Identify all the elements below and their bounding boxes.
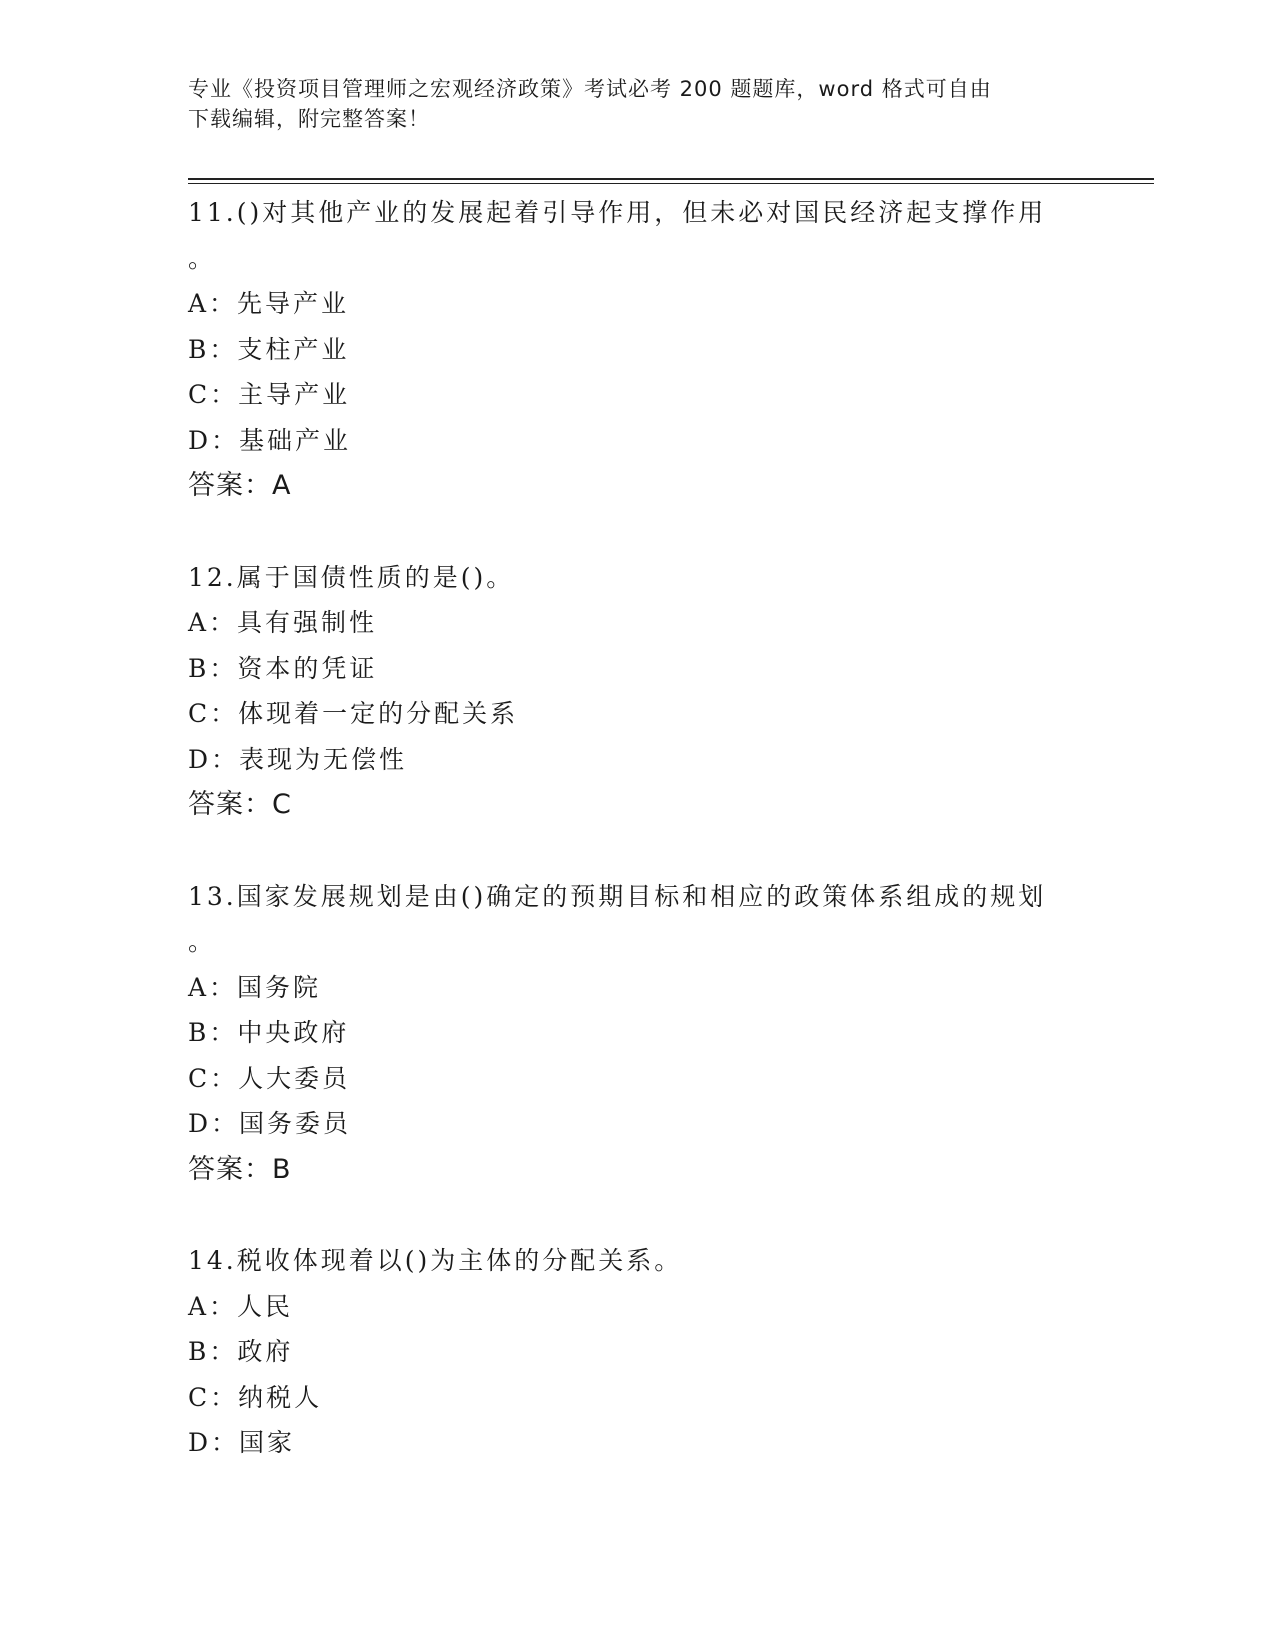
question-11	[188, 190, 1088, 509]
question-stem: 12.属于国债性质的是()。	[188, 562, 515, 592]
option-d: D：国务委员	[188, 1109, 352, 1138]
option-c: C：主导产业	[188, 380, 351, 409]
question-stem: 11.()对其他产业的发展起着引导作用，但未必对国民经济起支撑作用	[188, 198, 1047, 227]
question-stem: 14.税收体现着以()为主体的分配关系。	[188, 1246, 683, 1275]
option-c: C：人大委员	[188, 1063, 351, 1093]
option-c: C：纳税人	[188, 1382, 323, 1412]
answer: 答案：B	[188, 1153, 292, 1185]
question-stem-continuation: 。	[188, 243, 217, 273]
option-a: A：国务院	[188, 972, 322, 1002]
question-12	[188, 555, 1088, 828]
document-header	[188, 74, 1088, 134]
header-divider-thin	[188, 183, 1154, 184]
option-b: B：中央政府	[188, 1018, 350, 1047]
option-a: A：人民	[188, 1291, 294, 1321]
option-d: D：基础产业	[188, 425, 352, 455]
question-list	[188, 190, 1088, 1512]
question-13	[188, 874, 1088, 1193]
question-stem: 13.国家发展规划是由()确定的预期目标和相应的政策体系组成的规划	[188, 881, 1047, 911]
answer: 答案：C	[188, 789, 292, 820]
answer: 答案：A	[188, 470, 292, 501]
question-14	[188, 1238, 1088, 1466]
option-d: D：表现为无偿性	[188, 744, 408, 774]
header-line-2: 下载编辑，附完整答案！	[188, 107, 430, 131]
option-b: B：支柱产业	[188, 334, 350, 364]
option-b: B：政府	[188, 1337, 294, 1366]
option-a: A：先导产业	[188, 289, 350, 318]
option-c: C：体现着一定的分配关系	[188, 699, 519, 728]
question-stem-continuation: 。	[188, 927, 217, 956]
option-b: B：资本的凭证	[188, 653, 378, 683]
header-divider-thick	[188, 178, 1154, 180]
option-a: A：具有强制性	[188, 608, 378, 637]
header-line-1: 专业《投资项目管理师之宏观经济政策》考试必考 200 题题库，word 格式可自由	[188, 77, 992, 101]
option-d: D：国家	[188, 1428, 296, 1457]
